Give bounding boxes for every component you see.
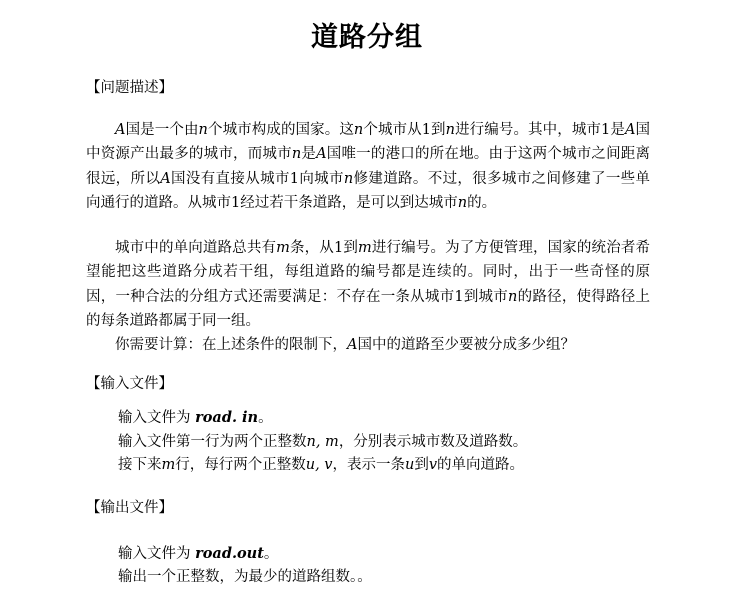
input-file-line-3	[118, 455, 524, 475]
text-run: 个城市构成的国家。这	[207, 122, 354, 138]
math-variable: m	[161, 457, 176, 473]
problem-paragraph-3	[86, 333, 650, 357]
text-run: 的单向道路。	[437, 457, 525, 473]
output-file-heading: 【输出文件】	[86, 500, 173, 516]
math-variable: n	[353, 122, 364, 138]
math-variable: u	[405, 457, 415, 473]
output-file-line-1-suffix: 。	[263, 546, 279, 562]
input-file-heading: 【输入文件】	[86, 376, 173, 392]
math-variable: n	[508, 288, 518, 305]
input-file-line-2	[118, 432, 527, 452]
math-variable: n	[198, 122, 208, 138]
text-run: 的。	[467, 194, 497, 211]
input-filename: road. in	[195, 409, 259, 426]
problem-description-heading: 【问题描述】	[86, 80, 173, 96]
output-file-line-2: 输出一个正整数，为最少的道路组数。。	[118, 569, 372, 585]
text-run: ，表示一条	[332, 457, 405, 473]
text-run: 的路径，使得路径上的每条道路都属于同一组。	[86, 288, 650, 329]
text-run: 国没有直接从城市1向城市	[170, 170, 344, 187]
math-variable: A	[347, 337, 358, 353]
math-variable: n	[457, 194, 468, 211]
math-variable: n, m	[306, 434, 339, 450]
text-run: 行，每行两个正整数	[175, 457, 306, 473]
text-run: 国是一个由	[125, 122, 199, 138]
text-run: 接下来	[118, 457, 162, 473]
math-variable: n	[445, 122, 455, 138]
text-run: 城市中的单向道路总共有	[115, 240, 277, 256]
input-file-line-1-prefix: 输入文件为	[118, 410, 196, 426]
math-variable: A	[316, 146, 327, 163]
document-title: 道路分组	[311, 22, 423, 53]
problem-paragraph-1	[86, 118, 650, 215]
math-variable: n	[291, 146, 302, 163]
math-variable: n	[343, 170, 354, 187]
text-run: 国中资源产出最多的城市，而城市	[86, 122, 651, 163]
math-variable: m	[357, 240, 372, 256]
text-run: 输入文件第一行为两个正整数	[118, 434, 307, 450]
text-run: 是	[301, 146, 317, 163]
output-file-line-1	[118, 544, 278, 564]
math-variable: u, v	[305, 457, 333, 473]
text-run: 国唯一的港口的所在地。由于这两个城市之间距离很远，所以	[86, 146, 651, 187]
text-run: 修建道路。不过，很多城市之间修建了一些单向通行的道路。从城市1经过若干条道路，是可以到达城市	[86, 170, 650, 211]
text-run: 进行编号。为了方便管理，国家的统治者希望能把这些道路分成若干组，每组道路的编号都是连续的。同时，出于一些奇怪的原因，一种合法的分组方式还需要满足：不存在一条从城市1到城市	[86, 240, 650, 305]
math-variable: A	[115, 122, 126, 138]
text-run: 条，从1到	[289, 240, 358, 256]
input-file-line-1-suffix: 。	[258, 410, 273, 426]
text-run: 个城市从1到	[363, 122, 446, 138]
math-variable: A	[624, 122, 636, 138]
text-run: ，分别表示城市数及道路数。	[338, 434, 528, 450]
output-file-line-1-prefix: 输入文件为	[118, 546, 196, 562]
output-filename: road.out	[195, 545, 264, 562]
math-variable: v	[428, 457, 438, 473]
input-file-line-1	[118, 408, 273, 428]
text-run: 你需要计算：在上述条件的限制下，	[115, 337, 347, 353]
math-variable: m	[276, 240, 290, 256]
text-run: 国中的道路至少要被分成多少组？	[357, 337, 575, 353]
text-run: 到	[414, 457, 429, 473]
math-variable: A	[160, 170, 171, 187]
text-run: 进行编号。其中，城市1是	[455, 122, 625, 138]
problem-paragraph-2	[86, 236, 650, 333]
